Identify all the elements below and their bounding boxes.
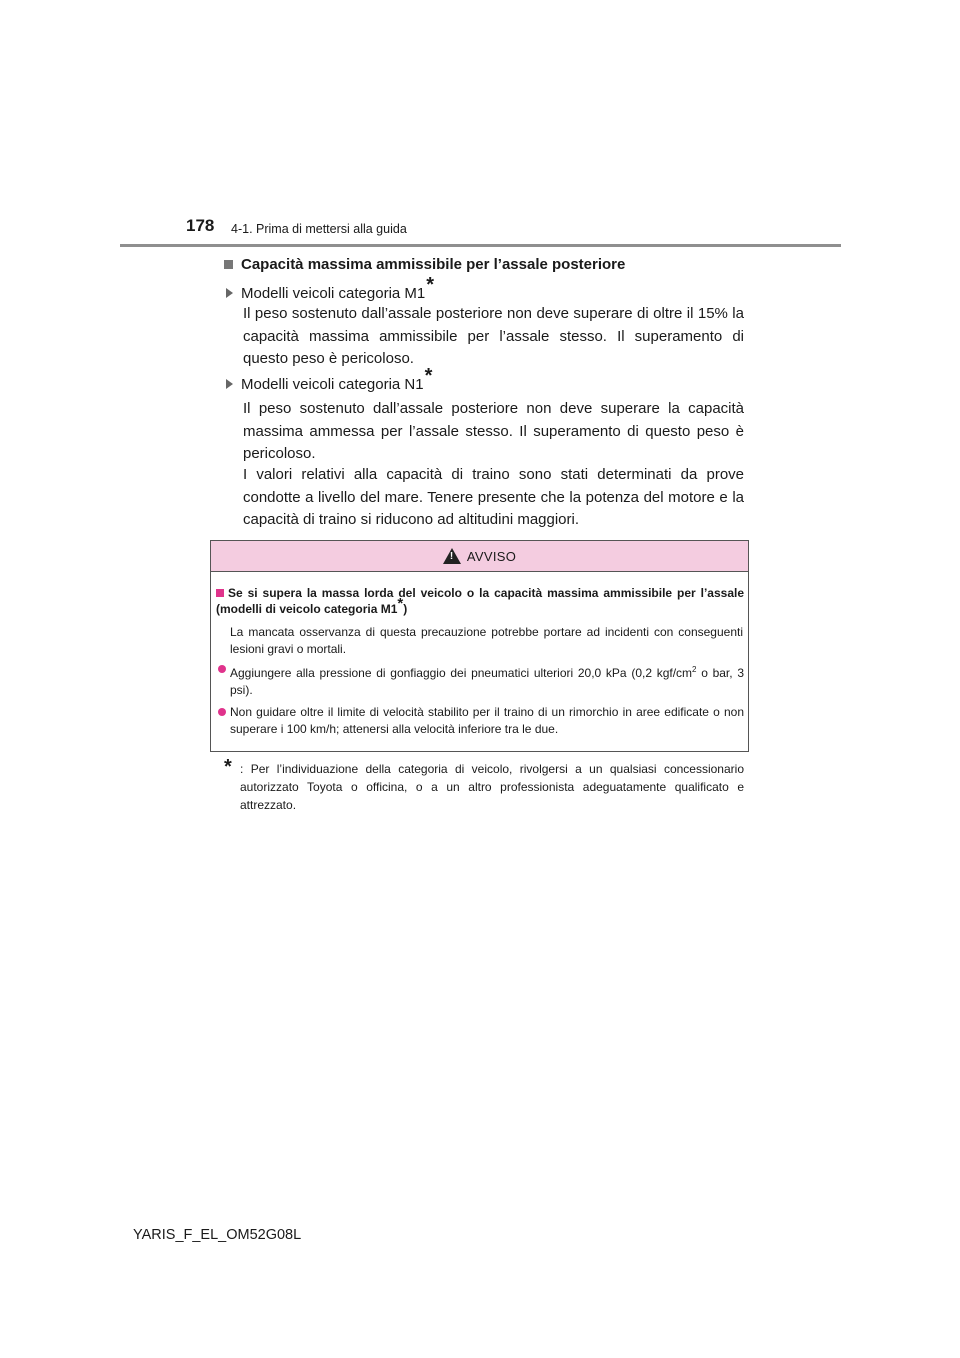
- warning-title: AVVISO: [466, 548, 517, 564]
- subheading-m1-label: Modelli veicoli categoria M1: [241, 285, 426, 302]
- warning-item: [216, 704, 744, 738]
- warning-item: [216, 661, 744, 699]
- paragraph-n1: Il peso sostenuto dall’assale posteriore non deve superare la capacità massima ammessa per l’assale stesso. Il superamento di questo peso è pericoloso.: [243, 400, 744, 462]
- section-heading-text: Capacità massima ammissibile per l’assale posteriore: [241, 256, 626, 273]
- warning-body: La mancata osservanza di questa precauzione potrebbe portare ad incidenti con conseguenti lesioni gravi o mortali.: [230, 625, 743, 656]
- asterisk-mark: *: [424, 365, 433, 387]
- warning-heading-close: ): [403, 602, 408, 616]
- section-heading: [224, 256, 625, 273]
- footnote: [224, 756, 744, 814]
- asterisk-mark: *: [397, 595, 404, 612]
- square-bullet-icon: [224, 260, 233, 269]
- header-rule: [120, 244, 841, 247]
- warning-heading: [216, 585, 744, 617]
- square-bullet-icon: [216, 589, 224, 597]
- subheading-m1: [226, 274, 435, 304]
- circle-bullet-icon: [218, 665, 226, 673]
- subheading-n1-label: Modelli veicoli categoria N1: [241, 376, 424, 393]
- document-code: YARIS_F_EL_OM52G08L: [133, 1227, 302, 1243]
- footnote-text: : Per l’individuazione della categoria di veicolo, rivolgersi a un qualsiasi concessionario autorizzato Toyota o officina, o a un altro professionista adeguatamente qualificato e attrezzato.: [240, 762, 744, 812]
- page-number: 178: [186, 216, 215, 235]
- paragraph-m1: Il peso sostenuto dall’assale posteriore non deve superare di oltre il 15% la capacità massima ammissibile per l’assale stesso. Il superamento di questo peso è pericoloso.: [243, 305, 744, 367]
- circle-bullet-icon: [218, 708, 226, 716]
- asterisk-mark: *: [426, 274, 435, 296]
- warning-box: [210, 540, 749, 752]
- paragraph-towing: I valori relativi alla capacità di traino sono stati determinati da prove condotte a livello del mare. Tenere presente che la potenza del motore e la capacità di traino si riducono ad altitudini maggiori.: [243, 466, 744, 528]
- warning-item-text: Non guidare oltre il limite di velocità stabilito per il traino di un rimorchio in aree edificate o non superare i 100 km/h; attenersi alla velocità inferiore tra le due.: [230, 705, 744, 736]
- warning-item-text-end: o bar, 3 psi).: [230, 666, 744, 697]
- subheading-n1: [226, 365, 433, 395]
- warning-item-text: Aggiungere alla pressione di gonfiaggio dei pneumatici ulteriori 20,0 kPa (0,2 kgf/cm: [230, 666, 693, 680]
- triangle-bullet-icon: [226, 379, 233, 389]
- warning-heading-text: Se si supera la massa lorda del veicolo o la capacità massima ammissibile per l’assale (modelli di veicolo categoria M1: [216, 586, 744, 616]
- superscript: 2: [692, 665, 697, 674]
- triangle-bullet-icon: [226, 288, 233, 298]
- warning-header: [211, 541, 748, 572]
- asterisk-mark: *: [224, 756, 232, 778]
- section-title: 4-1. Prima di mettersi alla guida: [231, 222, 407, 236]
- warning-triangle-icon: [443, 548, 461, 564]
